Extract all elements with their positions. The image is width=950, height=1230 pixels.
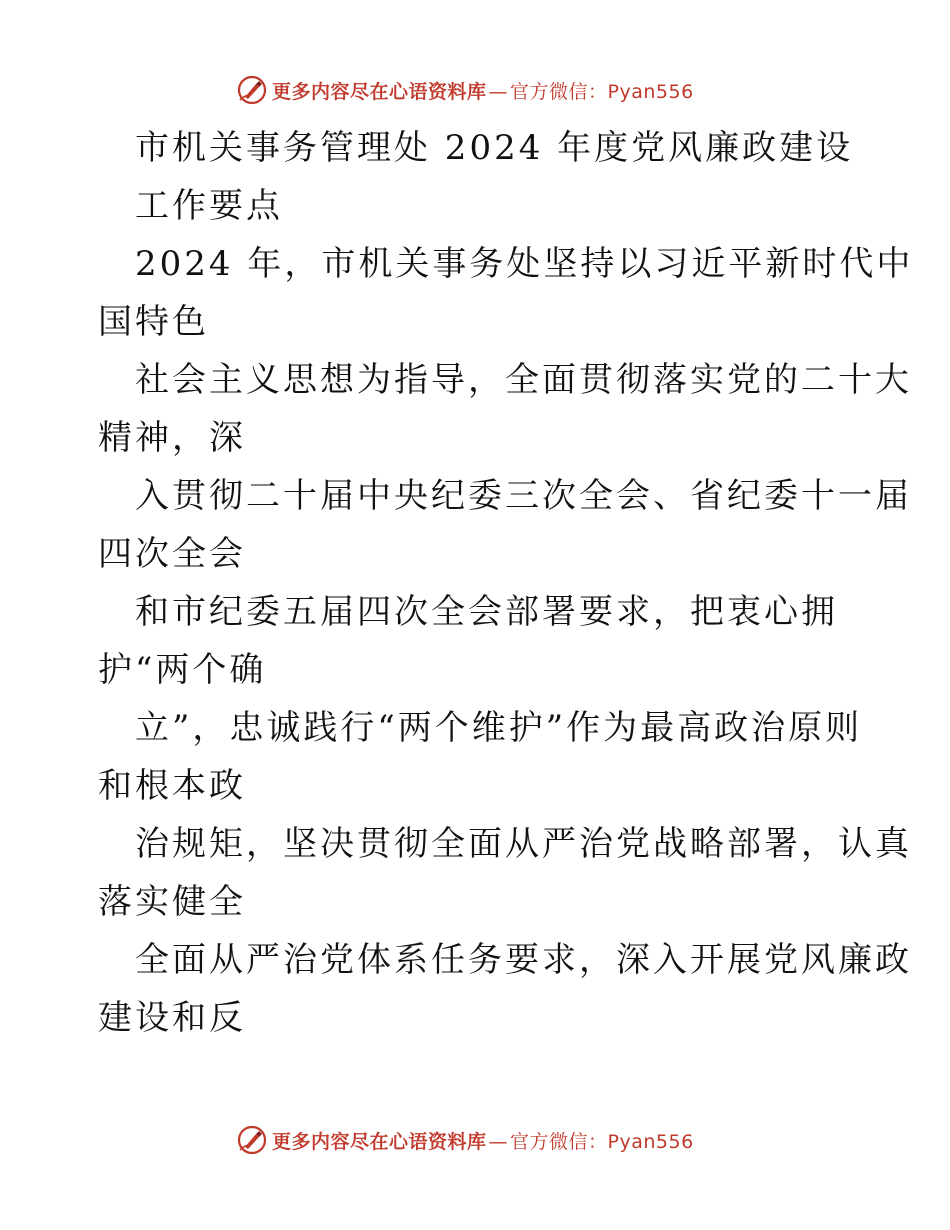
paragraph-line: 国特色: [98, 302, 209, 342]
paragraph-line: 四次全会: [98, 534, 246, 574]
document-title-line-2: 工作要点: [135, 186, 283, 226]
paragraph-line: 入贯彻二十届中央纪委三次全会、省纪委十一届: [135, 476, 912, 516]
watermark-text: 更多内容尽在心语资料库 — 官方微信：Pyan556: [272, 80, 694, 103]
paragraph-line: 治规矩，坚决贯彻全面从严治党战略部署，认真: [135, 824, 912, 864]
watermark-text: 更多内容尽在心语资料库 — 官方微信：Pyan556: [272, 1130, 694, 1153]
paragraph-line: 立”，忠诚践行“两个维护”作为最高政治原则: [135, 708, 863, 748]
paragraph-line: 社会主义思想为指导，全面贯彻落实党的二十大: [135, 360, 912, 400]
footer-watermark: [236, 1122, 694, 1158]
pen-logo-icon: [236, 74, 268, 106]
paragraph-line: 全面从严治党体系任务要求，深入开展党风廉政: [135, 940, 912, 980]
paragraph-line: 和市纪委五届四次全会部署要求，把衷心拥: [135, 592, 838, 632]
paragraph-line: 落实健全: [98, 882, 246, 922]
paragraph-line: 2024 年，市机关事务处坚持以习近平新时代中: [135, 244, 914, 284]
paragraph-line: 精神，深: [98, 418, 246, 458]
header-watermark: [236, 72, 694, 108]
paragraph-line: 护“两个确: [98, 650, 267, 690]
paragraph-line: 和根本政: [98, 766, 246, 806]
pen-logo-icon: [236, 1124, 268, 1156]
document-title-line-1: 市机关事务管理处 2024 年度党风廉政建设: [135, 128, 854, 168]
paragraph-line: 建设和反: [98, 998, 246, 1038]
